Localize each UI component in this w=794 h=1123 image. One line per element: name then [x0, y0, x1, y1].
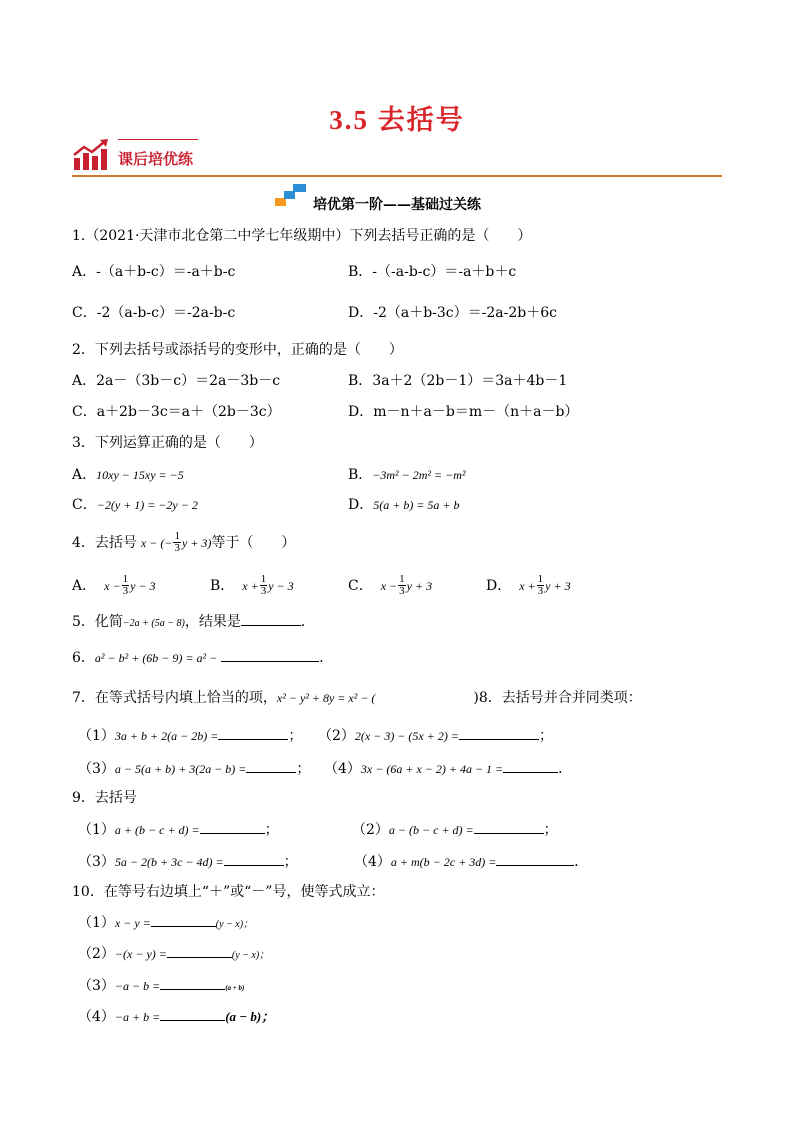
q4-expr-b: y + 3): [181, 535, 212, 550]
q4-expr-a: x − (−: [140, 535, 173, 550]
q8-p4-blank[interactable]: [503, 759, 558, 773]
q4-stem-a: 4．去括号: [72, 534, 137, 551]
q9-p2-blank[interactable]: [474, 820, 544, 834]
q4-option-b: B． x + $\frac{1}{3}$ y − 3: [210, 573, 294, 597]
q8-stem: 8．去括号并合并同类项：: [478, 690, 642, 706]
q4-stem-b: 等于（ ）: [211, 534, 296, 551]
q1-stem: 1.（2021·天津市北仓第二中学七年级期中）下列去括号正确的是（ ）: [72, 228, 532, 244]
q10-part-4: （4）−a + b = (a − b)；: [78, 1009, 275, 1025]
q4-option-c: C． x − $\frac{1}{3}$ y + 3: [348, 573, 433, 597]
q9-part-4: （4）a + m(b − 2c + 3d) = ．: [354, 854, 589, 870]
q9-p3-blank[interactable]: [224, 852, 284, 866]
q1-option-b: B．-（-a-b-c）＝-a＋b＋c: [348, 264, 517, 280]
q2-option-d: D．m－n＋a－b＝m－（n＋a－b）: [348, 404, 579, 420]
q4-fraction: $\frac{1}{3}$: [174, 530, 180, 554]
q10-stem: 10．在等号右边填上“＋”或“－”号，使等式成立：: [72, 884, 385, 900]
q2-option-b: B．3a＋2（2b－1）＝3a＋4b－1: [348, 373, 568, 389]
q3-a-expr: 10xy − 15xy = −5: [96, 468, 184, 482]
q2-stem: 2．下列去括号或添括号的变形中，正确的是（ ）: [72, 342, 403, 358]
section-top-rule: [118, 139, 198, 140]
q5-answer-blank[interactable]: [241, 612, 301, 626]
q2-option-a: A．2a－（3b－c）＝2a－3b－c: [72, 373, 281, 389]
q9-part-1: （1）a + (b − c + d) = ；: [78, 822, 279, 838]
q3-option-a: [72, 466, 184, 484]
staircase-blocks-icon: [275, 182, 309, 208]
q10-p3-blank[interactable]: [160, 976, 225, 990]
q6-answer-blank[interactable]: [221, 648, 319, 662]
q4-option-a: A． x − $\frac{1}{3}$ y − 3: [72, 573, 156, 597]
q3-option-c: [72, 496, 198, 514]
q4-stem: [72, 531, 295, 554]
q5: 5．化简−2a + (5a − 8)，结果是 ．: [72, 614, 315, 630]
q10-part-2: （2）−(x − y) = (y − x)；: [78, 946, 270, 962]
q1-option-d: D．-2（a＋b-3c）＝-2a-2b＋6c: [348, 305, 557, 321]
q8-part-2: （2）2(x − 3) − (5x + 2) = ；: [318, 728, 553, 744]
q8-part-1: （1）3a + b + 2(a − 2b) = ；: [78, 728, 303, 744]
q9-stem: 9．去括号: [72, 790, 137, 806]
rising-bar-chart-icon: [72, 138, 112, 172]
q10-part-3: （3）−a − b = (a + b): [78, 978, 245, 994]
q3-stem: 3．下列运算正确的是（ ）: [72, 435, 263, 451]
q4-option-d: D． x + $\frac{1}{3}$ y + 3: [486, 573, 571, 597]
q3-a-label: A．: [72, 467, 97, 483]
q3-c-expr: −2(y + 1) = −2y − 2: [96, 498, 198, 512]
q8-p1-blank[interactable]: [218, 726, 288, 740]
q9-p1-blank[interactable]: [200, 820, 265, 834]
q8-p2-blank[interactable]: [459, 726, 539, 740]
q8-part-4: （4）3x − (6a + x − 2) + 4a − 1 = ．: [324, 761, 573, 777]
section-divider: [72, 175, 722, 177]
q1-option-c: C．-2（a-b-c）＝-2a-b-c: [72, 305, 236, 321]
q7: 7．在等式括号内填上恰当的项，x² − y² + 8y = x² − ( )8．去括号并合并同类项：: [72, 690, 642, 706]
q6: 6．a² − b² + (6b − 9) = a² − ．: [72, 650, 334, 666]
q3-d-expr: 5(a + b) = 5a + b: [373, 498, 460, 512]
q3-c-label: C．: [72, 497, 97, 513]
q10-p2-blank[interactable]: [167, 944, 232, 958]
q8-part-3: （3）a − 5(a + b) + 3(2a − b) = ；: [78, 761, 311, 777]
q3-b-expr: −3m² − 2m² = −m²: [372, 468, 466, 482]
q8-p3-blank[interactable]: [246, 759, 296, 773]
q10-p1-blank[interactable]: [151, 913, 216, 927]
q10-p4-blank[interactable]: [160, 1007, 225, 1021]
q1-option-a: A．-（a＋b-c）＝-a＋b-c: [72, 264, 236, 280]
q2-option-c: C．a＋2b－3c＝a＋（2b－3c）: [72, 404, 281, 420]
q9-part-3: （3）5a − 2(b + 3c − 4d) = ；: [78, 854, 298, 870]
page-title: 3.5 去括号: [329, 105, 465, 135]
q3-b-label: B．: [348, 467, 373, 483]
subheading: 培优第一阶——基础过关练: [313, 197, 481, 213]
q9-p4-blank[interactable]: [496, 852, 574, 866]
q10-part-1: （1）x − y = (y − x)；: [78, 915, 254, 931]
section-label: 课后培优练: [118, 150, 194, 168]
q3-option-b: [348, 466, 465, 484]
q9-part-2: （2）a − (b − c + d) = ；: [352, 822, 558, 838]
q3-option-d: [348, 496, 460, 514]
q3-d-label: D．: [348, 497, 374, 513]
